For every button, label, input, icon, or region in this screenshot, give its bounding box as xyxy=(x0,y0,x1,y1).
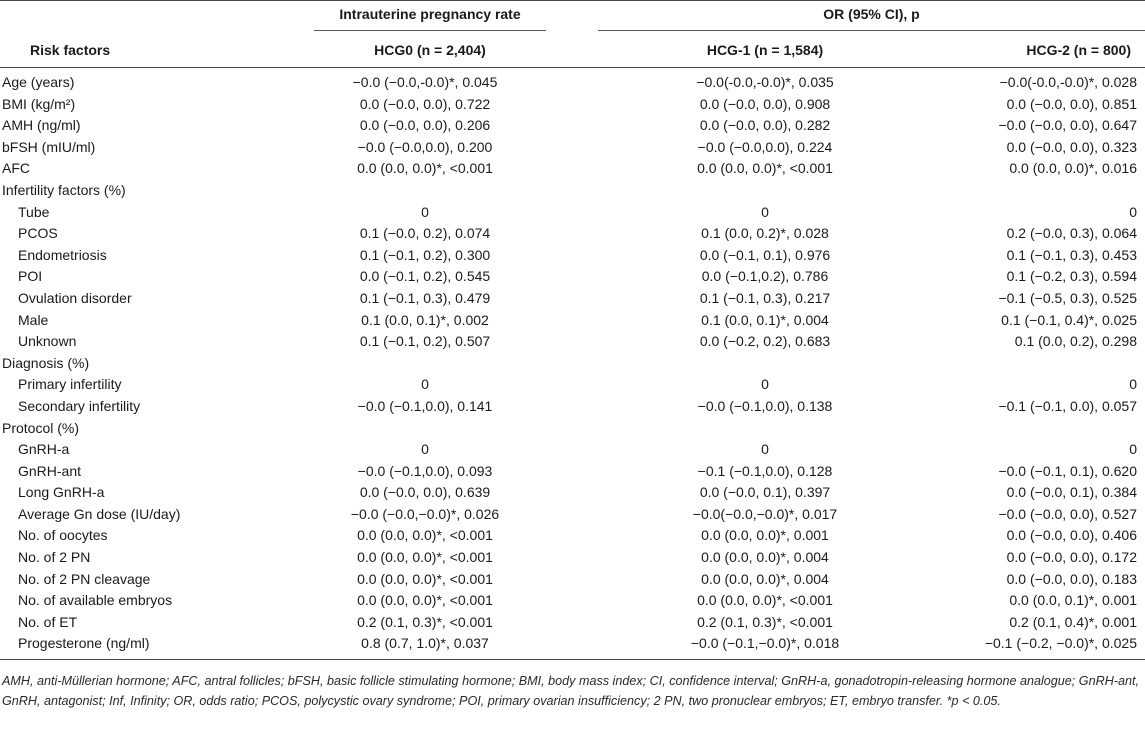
hcg2-value: 0 xyxy=(1129,203,1137,220)
hcg2-value: −0.0 (−0.0, 0.0), 0.647 xyxy=(998,117,1137,134)
hcg1-value: −0.0 (−0.0,0.0), 0.224 xyxy=(697,138,833,155)
hcg1-value: 0.0 (0.0, 0.0)*, <0.001 xyxy=(697,160,833,177)
hcg0-value: −0.0 (−0.0,0.0), 0.200 xyxy=(357,138,493,155)
table-row xyxy=(0,461,1145,483)
row-label: Age (years) xyxy=(2,74,75,90)
row-label: Average Gn dose (IU/day) xyxy=(18,505,181,522)
hcg2-value: 0.0 (−0.0, 0.0), 0.851 xyxy=(1006,95,1137,112)
hcg0-value xyxy=(300,418,550,440)
hcg2-value: −0.0(-0.0,-0.0)*, 0.028 xyxy=(999,74,1137,90)
hcg1-value: 0.0 (−0.1, 0.1), 0.976 xyxy=(699,246,831,263)
row-label: No. of ET xyxy=(18,613,78,630)
table-row xyxy=(0,612,1145,634)
hcg1-value: −0.0 (−0.1,−0.0)*, 0.018 xyxy=(550,633,850,659)
hcg2-value: 0.0 (−0.0, 0.0), 0.406 xyxy=(1006,527,1137,544)
hcg2-value: 0.1 (−0.1, 0.3), 0.453 xyxy=(1006,246,1137,263)
row-label: Progesterone (ng/ml) xyxy=(0,633,300,659)
hcg2-value: 0.0 (0.0, 0.0)*, 0.016 xyxy=(1009,160,1137,177)
table-row xyxy=(0,94,1145,116)
hcg2-value: 0.1 (0.0, 0.2), 0.298 xyxy=(1014,333,1137,350)
row-label: BMI (kg/m²) xyxy=(2,95,76,112)
hcg1-value: 0.0 (0.0, 0.0)*, 0.004 xyxy=(701,570,829,587)
hcg1-value: 0.0 (−0.2, 0.2), 0.683 xyxy=(699,333,831,350)
hcg1-value: 0.0 (0.0, 0.0)*, 0.001 xyxy=(701,527,829,544)
row-label: No. of 2 PN xyxy=(18,549,91,566)
hcg0-value: 0.0 (0.0, 0.0)*, <0.001 xyxy=(357,570,493,587)
row-label: Secondary infertility xyxy=(18,397,141,414)
group-header-or: OR (95% CI), p xyxy=(550,1,1145,35)
row-label: bFSH (mIU/ml) xyxy=(2,138,96,155)
header-group-row xyxy=(0,1,1145,35)
row-label: Infertility factors (%) xyxy=(2,181,126,198)
table-footnote: AMH, anti-Müllerian hormone; AFC, antral follicles; bFSH, basic follicle stimulating hormone; BMI, body mass index; CI, confidence interval; GnRH-a, gonadotropin-releasing hormone analogue; GnRH-ant, GnRH, antagonist; Inf, Infinity; OR, odds ratio; PCOS, polycystic ovary syndrome; POI, primary ovarian insufficiency; 2 PN, two pronuclear embryos; ET, embryo transfer. *p < 0.05. xyxy=(2,674,1139,709)
hcg2-value: −0.1 (−0.1, 0.0), 0.057 xyxy=(998,397,1137,414)
hcg1-value: 0.0 (0.0, 0.0)*, <0.001 xyxy=(697,592,833,609)
hcg0-value xyxy=(300,180,550,202)
table-row xyxy=(0,439,1145,461)
table-row xyxy=(0,223,1145,245)
hcg1-value: 0.0 (−0.0, 0.1), 0.397 xyxy=(699,484,831,501)
hcg1-value xyxy=(550,180,850,202)
table-row xyxy=(0,115,1145,137)
hcg1-value: 0.2 (0.1, 0.3)*, <0.001 xyxy=(697,613,833,630)
header-column-row xyxy=(0,34,1145,68)
hcg0-value: 0.0 (−0.0, 0.0), 0.639 xyxy=(359,484,491,501)
row-label: Primary infertility xyxy=(18,376,122,393)
hcg1-header: HCG-1 (n = 1,584) xyxy=(550,34,850,68)
hcg2-value: 0.1 (−0.2, 0.3), 0.594 xyxy=(1006,268,1137,285)
hcg0-value: 0.0 (0.0, 0.0)*, <0.001 xyxy=(357,549,493,566)
hcg0-value: 0.0 (0.0, 0.0)*, <0.001 xyxy=(357,592,493,609)
row-label: Long GnRH-a xyxy=(18,484,105,501)
hcg0-value: 0.1 (−0.1, 0.2), 0.300 xyxy=(359,246,491,263)
hcg0-value: 0 xyxy=(421,376,429,393)
hcg0-value: 0.1 (−0.1, 0.3), 0.479 xyxy=(359,289,491,306)
hcg2-value: 0.0 (−0.0, 0.0), 0.183 xyxy=(1006,570,1137,587)
row-label: Diagnosis (%) xyxy=(2,354,90,371)
table-row xyxy=(0,418,1145,440)
row-label: AMH (ng/ml) xyxy=(2,117,81,134)
hcg1-value: 0.0 (−0.0, 0.0), 0.908 xyxy=(699,95,831,112)
hcg0-value: −0.0 (−0.0,-0.0)*, 0.045 xyxy=(352,74,498,90)
hcg1-value: 0.0 (−0.0, 0.0), 0.282 xyxy=(699,117,831,134)
hcg0-value: 0.8 (0.7, 1.0)*, 0.037 xyxy=(300,633,550,659)
hcg2-value xyxy=(850,180,1145,202)
table-row xyxy=(0,288,1145,310)
row-label: Male xyxy=(18,311,49,328)
hcg0-value: −0.0 (−0.1,0.0), 0.141 xyxy=(357,397,493,414)
row-label: Unknown xyxy=(18,333,77,350)
hcg0-value: 0.1 (−0.0, 0.2), 0.074 xyxy=(359,225,491,242)
hcg0-value: 0.0 (−0.0, 0.0), 0.206 xyxy=(359,117,491,134)
hcg2-value: 0.0 (−0.0, 0.1), 0.384 xyxy=(1006,484,1137,501)
hcg2-value: −0.0 (−0.1, 0.1), 0.620 xyxy=(998,462,1137,479)
row-label: Protocol (%) xyxy=(2,419,80,436)
table-row xyxy=(0,374,1145,396)
hcg0-value: 0.0 (−0.0, 0.0), 0.722 xyxy=(359,95,491,112)
table-row xyxy=(0,245,1145,267)
row-label: Endometriosis xyxy=(18,246,107,263)
table-row xyxy=(0,504,1145,526)
hcg2-value: −0.1 (−0.2, −0.0)*, 0.025 xyxy=(850,633,1145,659)
table-row xyxy=(0,68,1145,94)
table-header xyxy=(0,1,1145,68)
table-row xyxy=(0,396,1145,418)
hcg2-value: 0.0 (0.0, 0.1)*, 0.001 xyxy=(1009,592,1137,609)
hcg1-value xyxy=(550,418,850,440)
table-body xyxy=(0,68,1145,660)
hcg1-value: −0.0 (−0.1,0.0), 0.138 xyxy=(697,397,833,414)
row-label: No. of oocytes xyxy=(18,527,108,544)
hcg0-value: 0.1 (0.0, 0.1)*, 0.002 xyxy=(361,311,489,328)
row-label: Tube xyxy=(18,203,50,220)
hcg2-value: −0.0 (−0.0, 0.0), 0.527 xyxy=(998,505,1137,522)
hcg0-value: 0.0 (−0.1, 0.2), 0.545 xyxy=(359,268,491,285)
hcg0-value xyxy=(300,353,550,375)
hcg2-value: 0.0 (−0.0, 0.0), 0.323 xyxy=(1006,138,1137,155)
hcg2-value: 0 xyxy=(1129,376,1137,393)
hcg2-header: HCG-2 (n = 800) xyxy=(850,34,1145,68)
hcg1-value: −0.0(−0.0,−0.0)*, 0.017 xyxy=(692,505,838,522)
table-row xyxy=(0,137,1145,159)
row-label: GnRH-a xyxy=(18,441,70,458)
hcg0-value: 0.1 (−0.1, 0.2), 0.507 xyxy=(359,333,491,350)
table-row xyxy=(0,353,1145,375)
row-label: GnRH-ant xyxy=(18,462,82,479)
table-row xyxy=(0,202,1145,224)
table-row xyxy=(0,180,1145,202)
hcg0-value: 0.2 (0.1, 0.3)*, <0.001 xyxy=(357,613,493,630)
hcg1-value: 0.0 (−0.1,0.2), 0.786 xyxy=(701,268,829,285)
table-row xyxy=(0,482,1145,504)
row-label: AFC xyxy=(2,160,30,177)
row-label: No. of 2 PN cleavage xyxy=(18,570,151,587)
hcg1-value: 0.1 (−0.1, 0.3), 0.217 xyxy=(699,289,831,306)
hcg2-value xyxy=(850,418,1145,440)
hcg0-value: −0.0 (−0.1,0.0), 0.093 xyxy=(357,462,493,479)
hcg2-value: −0.1 (−0.5, 0.3), 0.525 xyxy=(998,289,1137,306)
hcg2-value: 0 xyxy=(1129,441,1137,458)
hcg1-value: 0.1 (0.0, 0.1)*, 0.004 xyxy=(701,311,829,328)
risk-factors-header: Risk factors xyxy=(0,34,300,68)
hcg2-value: 0.1 (−0.1, 0.4)*, 0.025 xyxy=(1001,311,1137,328)
hcg1-value: 0 xyxy=(761,376,769,393)
group-header-pregnancy-rate: Intrauterine pregnancy rate xyxy=(300,1,550,35)
table-row xyxy=(0,525,1145,547)
table-row xyxy=(0,331,1145,353)
hcg0-value: −0.0 (−0.0,−0.0)*, 0.026 xyxy=(350,505,500,522)
table-row xyxy=(0,158,1145,180)
hcg2-value: 0.2 (0.1, 0.4)*, 0.001 xyxy=(1009,613,1137,630)
hcg0-value: 0.0 (0.0, 0.0)*, <0.001 xyxy=(357,527,493,544)
hcg2-value: 0.2 (−0.0, 0.3), 0.064 xyxy=(1006,225,1137,242)
hcg1-value: 0.1 (0.0, 0.2)*, 0.028 xyxy=(701,225,829,242)
hcg2-value: 0.0 (−0.0, 0.0), 0.172 xyxy=(1006,549,1137,566)
table-row xyxy=(0,633,1145,659)
hcg1-value: 0 xyxy=(761,441,769,458)
table-row xyxy=(0,569,1145,591)
hcg0-value: 0 xyxy=(421,441,429,458)
row-label: POI xyxy=(18,268,43,285)
row-label: PCOS xyxy=(18,225,58,242)
hcg0-value: 0.0 (0.0, 0.0)*, <0.001 xyxy=(357,160,493,177)
hcg1-value: 0 xyxy=(761,203,769,220)
hcg1-value: −0.0(-0.0,-0.0)*, 0.035 xyxy=(696,74,834,90)
row-label: Ovulation disorder xyxy=(18,289,132,306)
table-row xyxy=(0,310,1145,332)
hcg0-header: HCG0 (n = 2,404) xyxy=(300,34,550,68)
hcg1-value xyxy=(550,353,850,375)
hcg1-value: 0.0 (0.0, 0.0)*, 0.004 xyxy=(701,549,829,566)
table-row xyxy=(0,547,1145,569)
table-row xyxy=(0,266,1145,288)
table-row xyxy=(0,590,1145,612)
row-label: No. of available embryos xyxy=(18,592,173,609)
hcg1-value: −0.1 (−0.1,0.0), 0.128 xyxy=(697,462,833,479)
hcg0-value: 0 xyxy=(421,203,429,220)
hcg2-value xyxy=(850,353,1145,375)
